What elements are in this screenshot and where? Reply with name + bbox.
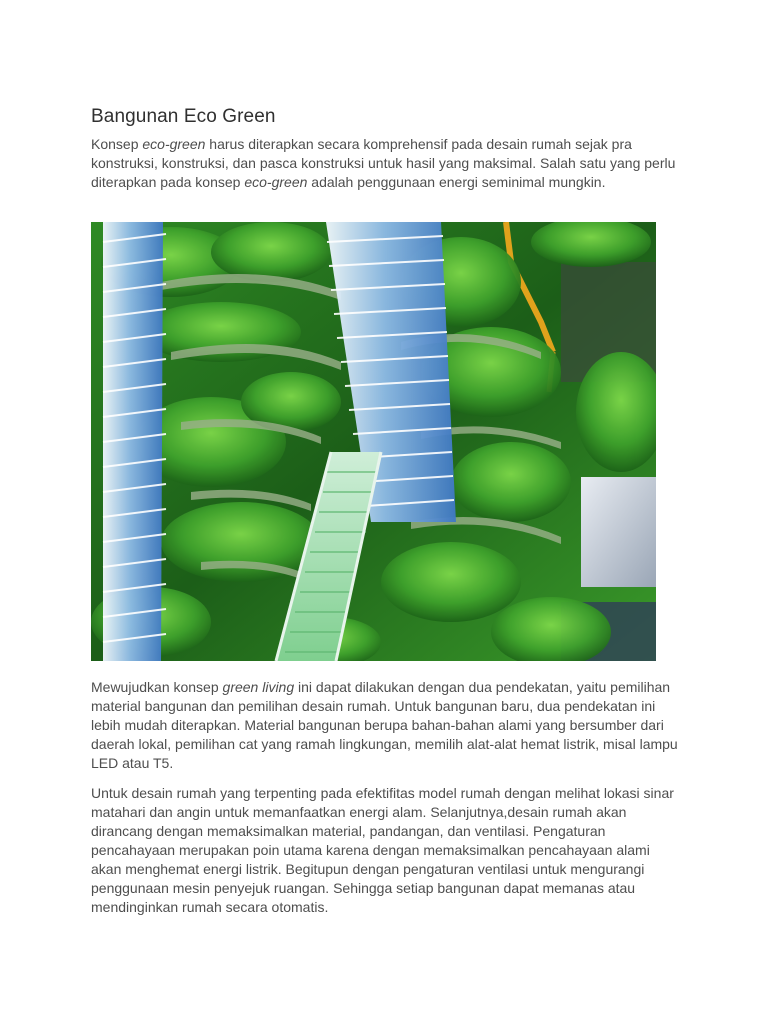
building-photo — [91, 222, 656, 661]
building-illustration — [91, 222, 656, 661]
p2-emphasis-1: green living — [222, 679, 295, 695]
p1-emphasis-1: eco-green — [142, 136, 206, 152]
p1-text-1: Konsep — [91, 136, 143, 152]
p1-text-2: harus diterapkan secara komprehensif pada desain rumah sejak pra konstruksi, konstruksi, dan pasca konstruksi untuk hasil yang maksimal. Salah satu yang perlu diterapkan pada konsep — [91, 136, 676, 190]
p1-text-3: adalah penggunaan energi seminimal mungkin. — [307, 174, 606, 190]
article-heading: Bangunan Eco Green — [91, 106, 276, 127]
p2-text-2: ini dapat dilakukan dengan dua pendekatan, yaitu pemilihan material bangunan dan pemilihan desain rumah. Untuk bangunan baru, dua pendekatan ini lebih mudah diterapkan. Material bangunan berupa bahan-bahan alami yang bersumber dari daerah lokal, pemilihan cat yang ramah lingkungan, memilih alat-alat hemat listrik, misal lampu LED atau T5. — [91, 679, 678, 771]
paragraph-house-design: Untuk desain rumah yang terpenting pada efektifitas model rumah dengan melihat lokasi sinar matahari dan angin untuk memanfaatkan energi alam. Selanjutnya,desain rumah akan dirancang dengan memaksimalkan material, pandangan, dan ventilasi. Pengaturan pencahayaan merupakan poin utama karena dengan memaksimalkan pencahayaan alami akan menghemat energi listrik. Begitupun dengan pengaturan ventilasi untuk mengurangi penggunaan mesin penyejuk ruangan. Sehingga setiap bangunan dapat memanas atau mendinginkan rumah secara otomatis. — [91, 785, 674, 915]
p1-emphasis-2: eco-green — [244, 174, 308, 190]
intro-paragraph — [91, 135, 681, 192]
p2-text-1: Mewujudkan konsep — [91, 679, 223, 695]
paragraph-green-living — [91, 678, 681, 773]
